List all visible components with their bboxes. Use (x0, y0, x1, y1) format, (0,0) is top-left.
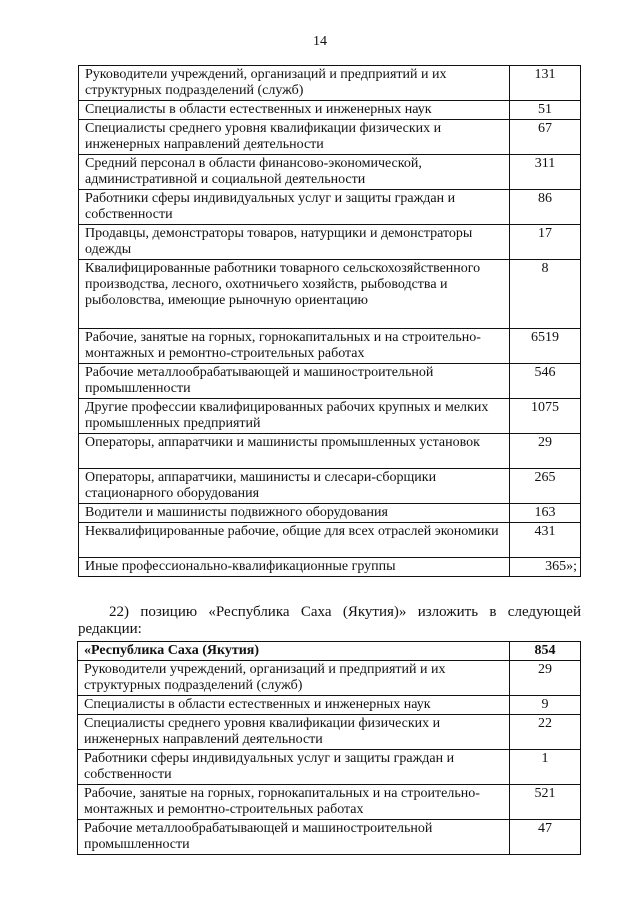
row-value: 47 (510, 820, 581, 855)
row-label: Квалифицированные работники товарного сельскохозяйственного производства, лесного, охотничьего хозяйств, рыбоводства и рыболовства, имеющие рыночную ориентацию (79, 260, 510, 329)
row-label: Иные профессионально-квалификационные группы (79, 558, 510, 577)
row-value: 265 (510, 469, 581, 504)
table-row (79, 434, 581, 469)
table-row (79, 364, 581, 399)
row-label: Операторы, аппаратчики, машинисты и слесари-сборщики стационарного оборудования (79, 469, 510, 504)
table-row (79, 260, 581, 329)
table-row (78, 715, 581, 750)
table-row (78, 750, 581, 785)
page-number: 14 (313, 34, 327, 49)
row-label: Рабочие, занятые на горных, горнокапитальных и на строительно-монтажных и ремонтно-строительных работах (78, 785, 510, 820)
row-label: Рабочие, занятые на горных, горнокапитальных и на строительно-монтажных и ремонтно-строительных работах (79, 329, 510, 364)
table-row (79, 155, 581, 190)
row-label: Руководители учреждений, организаций и предприятий и их структурных подразделений (служб) (78, 661, 510, 696)
occupation-table-1 (78, 65, 581, 577)
row-value: 9 (510, 696, 581, 715)
table-row (78, 661, 581, 696)
table-row (78, 696, 581, 715)
table-row (79, 66, 581, 101)
table-row (79, 558, 581, 577)
row-value: 29 (510, 434, 581, 469)
row-value: 431 (510, 523, 581, 558)
row-label: Работники сферы индивидуальных услуг и защиты граждан и собственности (78, 750, 510, 785)
row-value: 51 (510, 101, 581, 120)
table-row (79, 504, 581, 523)
row-value: 22 (510, 715, 581, 750)
table-row (79, 225, 581, 260)
row-label: Специалисты среднего уровня квалификации физических и инженерных направлений деятельности (79, 120, 510, 155)
table-row (79, 101, 581, 120)
table-row (79, 523, 581, 558)
table-row (78, 820, 581, 855)
row-value: 365»; (510, 558, 581, 577)
row-label: Рабочие металлообрабатывающей и машиностроительной промышленности (79, 364, 510, 399)
row-value: 8 (510, 260, 581, 329)
row-value: 546 (510, 364, 581, 399)
row-label: Водители и машинисты подвижного оборудования (79, 504, 510, 523)
table-row (79, 120, 581, 155)
row-label: Продавцы, демонстраторы товаров, натурщики и демонстраторы одежды (79, 225, 510, 260)
row-value: 131 (510, 66, 581, 101)
table-row (79, 190, 581, 225)
region-header-row (78, 642, 581, 661)
row-value: 29 (510, 661, 581, 696)
row-value: 1 (510, 750, 581, 785)
row-label: Операторы, аппаратчики и машинисты промышленных установок (79, 434, 510, 469)
row-label: Рабочие металлообрабатывающей и машиностроительной промышленности (78, 820, 510, 855)
row-value: 6519 (510, 329, 581, 364)
row-value: 86 (510, 190, 581, 225)
amendment-instruction: 22) позицию «Республика Саха (Якутия)» изложить в следующей редакции: (78, 604, 581, 637)
table-row (79, 329, 581, 364)
row-label: Руководители учреждений, организаций и предприятий и их структурных подразделений (служб) (79, 66, 510, 101)
row-label: Специалисты в области естественных и инженерных наук (78, 696, 510, 715)
row-value: 311 (510, 155, 581, 190)
row-label: Средний персонал в области финансово-экономической, административной и социальной деятельности (79, 155, 510, 190)
row-value: 1075 (510, 399, 581, 434)
table-row (78, 785, 581, 820)
row-label: Другие профессии квалифицированных рабочих крупных и мелких промышленных предприятий (79, 399, 510, 434)
table-row (79, 469, 581, 504)
occupation-table-2 (77, 641, 581, 855)
row-value: 521 (510, 785, 581, 820)
row-label: Работники сферы индивидуальных услуг и защиты граждан и собственности (79, 190, 510, 225)
table-row (79, 399, 581, 434)
row-value: 17 (510, 225, 581, 260)
row-value: 67 (510, 120, 581, 155)
row-label: Специалисты среднего уровня квалификации физических и инженерных направлений деятельности (78, 715, 510, 750)
row-value: 163 (510, 504, 581, 523)
region-total: 854 (510, 642, 581, 661)
row-label: Неквалифицированные рабочие, общие для всех отраслей экономики (79, 523, 510, 558)
row-label: Специалисты в области естественных и инженерных наук (79, 101, 510, 120)
region-name: «Республика Саха (Якутия) (78, 642, 510, 661)
